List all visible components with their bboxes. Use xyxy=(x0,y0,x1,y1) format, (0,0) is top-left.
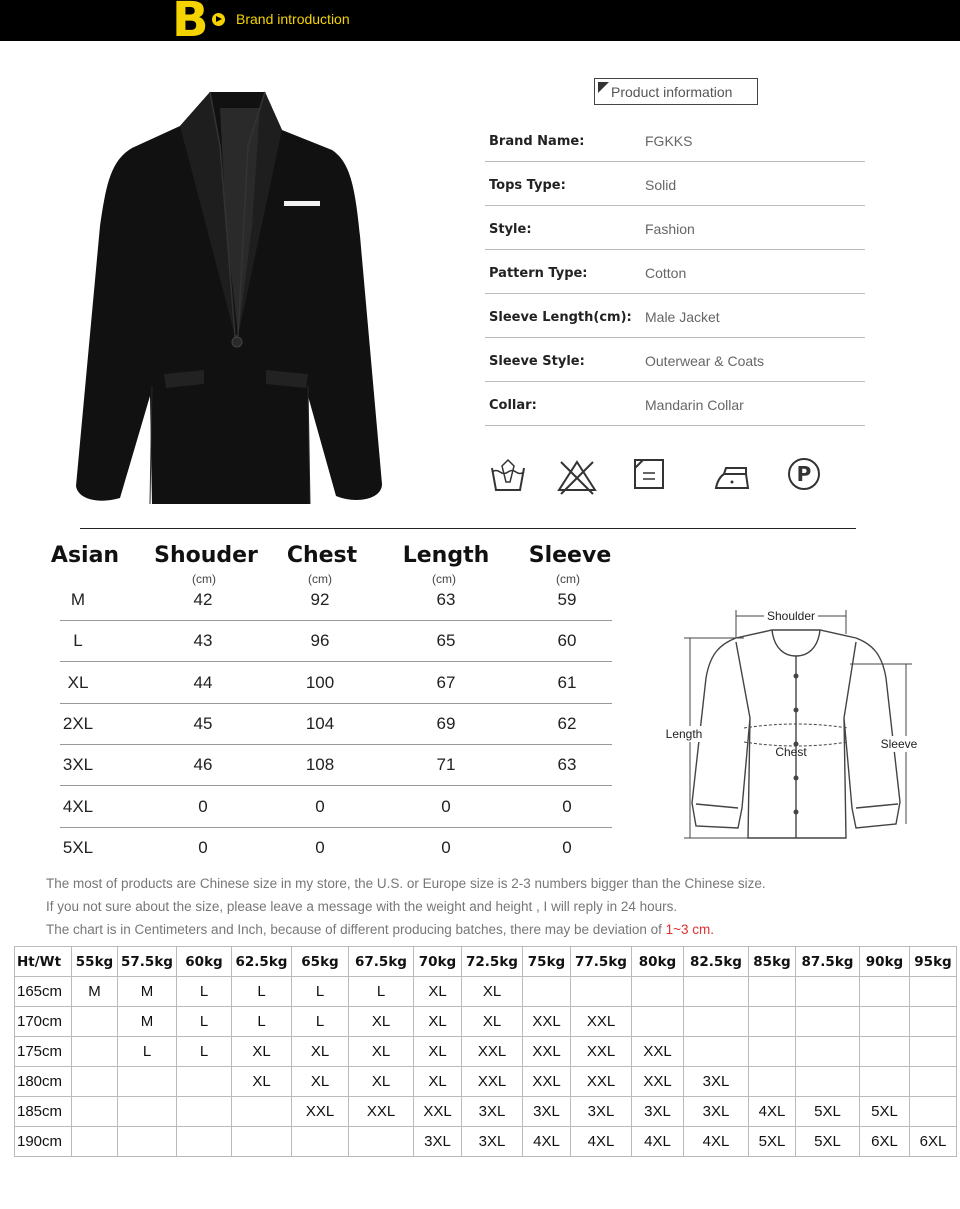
table-header-cell: 67.5kg xyxy=(349,947,414,977)
table-cell xyxy=(292,1127,349,1157)
brand-letter: B xyxy=(172,0,209,48)
size-cell: 3XL xyxy=(62,755,94,775)
product-info-key: Pattern Type: xyxy=(489,266,588,281)
table-cell xyxy=(177,1127,232,1157)
note-line-1: The most of products are Chinese size in my store, the U.S. or Europe size is 2-3 numbers bigger than the Chinese size. xyxy=(46,876,766,891)
table-cell: L xyxy=(177,977,232,1007)
table-cell: XL xyxy=(232,1037,292,1067)
table-cell xyxy=(749,1037,796,1067)
table-row xyxy=(15,1037,957,1067)
table-cell: L xyxy=(292,1007,349,1037)
table-cell: 4XL xyxy=(571,1127,632,1157)
diagram-sleeve-label: Sleeve xyxy=(880,737,918,751)
table-cell: XL xyxy=(414,1007,462,1037)
size-row xyxy=(60,621,612,662)
size-cell: XL xyxy=(67,672,89,692)
table-header-cell: 60kg xyxy=(177,947,232,977)
diagram-shoulder-label: Shoulder xyxy=(766,609,816,623)
svg-text:P: P xyxy=(796,462,812,486)
table-cell: XL xyxy=(349,1007,414,1037)
table-cell: 4XL xyxy=(749,1097,796,1127)
table-cell: XXL xyxy=(349,1097,414,1127)
table-cell: L xyxy=(118,1037,177,1067)
size-header: Length xyxy=(402,543,490,568)
size-cell: 62 xyxy=(557,713,577,733)
deviation-highlight: 1~3 cm. xyxy=(665,922,715,937)
size-cell: L xyxy=(73,631,83,651)
table-header-cell: 57.5kg xyxy=(118,947,177,977)
size-cell: 60 xyxy=(557,631,577,651)
size-cell: 4XL xyxy=(62,796,94,816)
table-cell xyxy=(749,1007,796,1037)
table-cell: 175cm xyxy=(15,1037,72,1067)
product-info-row xyxy=(485,382,865,426)
table-cell: XL xyxy=(414,977,462,1007)
table-cell: 180cm xyxy=(15,1067,72,1097)
table-cell: 4XL xyxy=(684,1127,749,1157)
table-cell: XL xyxy=(349,1067,414,1097)
size-cell: 104 xyxy=(305,713,335,733)
size-cell: 43 xyxy=(193,631,213,651)
table-cell: XXL xyxy=(632,1037,684,1067)
size-cell: 0 xyxy=(441,796,451,816)
table-cell xyxy=(749,1067,796,1097)
product-info-value: Male Jacket xyxy=(645,309,720,325)
table-cell: 3XL xyxy=(571,1097,632,1127)
table-cell: 5XL xyxy=(860,1097,910,1127)
size-cell: 45 xyxy=(193,713,213,733)
size-row xyxy=(60,787,612,828)
table-cell: 4XL xyxy=(632,1127,684,1157)
size-cell: 92 xyxy=(310,590,330,609)
table-cell xyxy=(349,1127,414,1157)
hand-wash-icon xyxy=(488,456,528,496)
table-header-cell: 72.5kg xyxy=(462,947,523,977)
table-cell xyxy=(177,1067,232,1097)
table-header-cell: 62.5kg xyxy=(232,947,292,977)
table-cell: L xyxy=(292,977,349,1007)
product-info-badge xyxy=(594,78,758,105)
size-cell: 42 xyxy=(193,590,213,609)
table-cell xyxy=(796,1037,860,1067)
table-header-cell: 90kg xyxy=(860,947,910,977)
table-cell xyxy=(571,977,632,1007)
note-line-3 xyxy=(46,922,714,937)
size-cell: 5XL xyxy=(62,837,94,857)
table-cell: XXL xyxy=(571,1037,632,1067)
table-cell: M xyxy=(118,977,177,1007)
table-cell: XXL xyxy=(523,1067,571,1097)
product-info-row xyxy=(485,118,865,162)
table-header-cell: 85kg xyxy=(749,947,796,977)
product-info-value: FGKKS xyxy=(645,133,693,149)
table-cell xyxy=(796,1067,860,1097)
size-cell: 0 xyxy=(441,837,451,857)
product-info-key: Sleeve Length(cm): xyxy=(489,310,632,325)
size-cell: 63 xyxy=(436,590,456,609)
table-header-cell: 82.5kg xyxy=(684,947,749,977)
size-header: Sleeve xyxy=(528,543,612,568)
size-cell: 0 xyxy=(562,837,572,857)
product-info-row xyxy=(485,338,865,382)
section-divider xyxy=(80,528,856,529)
table-row xyxy=(15,1067,957,1097)
size-row xyxy=(60,828,612,869)
product-info-value: Outerwear & Coats xyxy=(645,353,765,369)
table-cell: XL xyxy=(414,1067,462,1097)
table-header-cell: 70kg xyxy=(414,947,462,977)
table-cell: XXL xyxy=(523,1037,571,1067)
table-cell: XL xyxy=(462,1007,523,1037)
size-cell: 63 xyxy=(557,755,577,775)
table-cell: 3XL xyxy=(632,1097,684,1127)
measurement-diagram xyxy=(660,598,922,848)
diagram-chest-label: Chest xyxy=(775,745,807,759)
table-cell: 6XL xyxy=(860,1127,910,1157)
table-header-cell: 77.5kg xyxy=(571,947,632,977)
no-bleach-icon xyxy=(555,456,599,496)
size-unit: (cm) xyxy=(432,572,456,586)
table-header-row xyxy=(15,947,957,977)
product-info-value: Cotton xyxy=(645,265,687,281)
table-cell xyxy=(796,1007,860,1037)
table-cell: 3XL xyxy=(414,1127,462,1157)
iron-icon xyxy=(712,456,752,496)
table-cell: XL xyxy=(292,1037,349,1067)
brand-title: Brand introduction xyxy=(236,11,350,27)
table-cell: 3XL xyxy=(462,1097,523,1127)
table-header-cell: 55kg xyxy=(72,947,118,977)
table-cell: XL xyxy=(232,1067,292,1097)
table-row xyxy=(15,977,957,1007)
note-line-2: If you not sure about the size, please leave a message with the weight and height , I will reply in 24 hours. xyxy=(46,899,678,914)
table-cell xyxy=(910,1037,957,1067)
table-row xyxy=(15,1127,957,1157)
table-cell: 4XL xyxy=(523,1127,571,1157)
size-cell: 61 xyxy=(557,672,577,692)
tumble-dry-icon xyxy=(632,456,666,496)
table-cell: 5XL xyxy=(796,1097,860,1127)
size-cell: 44 xyxy=(193,672,213,692)
table-cell: L xyxy=(177,1007,232,1037)
table-header-cell: 87.5kg xyxy=(796,947,860,977)
table-cell: XL xyxy=(414,1037,462,1067)
size-header: Chest xyxy=(286,543,358,568)
table-header-cell: Ht/Wt xyxy=(15,947,72,977)
size-row xyxy=(60,745,612,786)
table-cell xyxy=(72,1097,118,1127)
product-info-row xyxy=(485,162,865,206)
size-row xyxy=(60,580,612,621)
product-info-row xyxy=(485,294,865,338)
size-cell: 65 xyxy=(436,631,456,651)
table-header-cell: 95kg xyxy=(910,947,957,977)
table-cell xyxy=(684,1007,749,1037)
table-cell xyxy=(118,1097,177,1127)
size-cell: 2XL xyxy=(62,713,94,733)
table-cell: 165cm xyxy=(15,977,72,1007)
size-header: Asian xyxy=(50,543,120,568)
table-cell xyxy=(910,1097,957,1127)
table-cell: XL xyxy=(349,1037,414,1067)
product-info-table xyxy=(485,118,865,426)
size-cell: 71 xyxy=(436,755,456,775)
table-cell xyxy=(632,977,684,1007)
table-cell: 190cm xyxy=(15,1127,72,1157)
table-cell: 5XL xyxy=(749,1127,796,1157)
size-cell: 0 xyxy=(198,796,208,816)
table-cell: XXL xyxy=(414,1097,462,1127)
table-cell: XL xyxy=(462,977,523,1007)
table-cell xyxy=(523,977,571,1007)
product-info-row xyxy=(485,250,865,294)
table-cell: L xyxy=(232,977,292,1007)
height-weight-table xyxy=(14,946,957,1157)
size-header: Shouder xyxy=(154,543,258,568)
table-cell: XXL xyxy=(632,1067,684,1097)
table-cell xyxy=(118,1067,177,1097)
table-cell xyxy=(72,1067,118,1097)
table-cell xyxy=(632,1007,684,1037)
table-cell: L xyxy=(349,977,414,1007)
table-cell xyxy=(177,1097,232,1127)
table-cell xyxy=(910,1067,957,1097)
size-cell: 69 xyxy=(436,713,456,733)
size-cell: M xyxy=(70,590,86,609)
size-row xyxy=(60,704,612,745)
table-cell: 3XL xyxy=(684,1097,749,1127)
table-cell: L xyxy=(232,1007,292,1037)
size-unit: (cm) xyxy=(308,572,332,586)
dry-clean-p-icon xyxy=(786,456,822,496)
table-cell: XL xyxy=(292,1067,349,1097)
table-cell: XXL xyxy=(462,1067,523,1097)
table-cell xyxy=(860,1037,910,1067)
table-cell: 185cm xyxy=(15,1097,72,1127)
product-info-value: Fashion xyxy=(645,221,695,237)
table-cell xyxy=(232,1127,292,1157)
table-row xyxy=(15,1097,957,1127)
size-cell: 0 xyxy=(315,837,325,857)
brand-header xyxy=(0,0,960,48)
table-header-cell: 75kg xyxy=(523,947,571,977)
table-cell xyxy=(72,1037,118,1067)
table-row xyxy=(15,1007,957,1037)
table-cell: L xyxy=(177,1037,232,1067)
table-cell xyxy=(72,1127,118,1157)
table-cell: 3XL xyxy=(523,1097,571,1127)
table-cell: XXL xyxy=(571,1067,632,1097)
size-unit: (cm) xyxy=(556,572,580,586)
table-cell: 170cm xyxy=(15,1007,72,1037)
size-cell: 67 xyxy=(436,672,456,692)
product-info-value: Solid xyxy=(645,177,677,193)
size-cell: 108 xyxy=(305,755,335,775)
table-cell: XXL xyxy=(462,1037,523,1067)
product-info-value: Mandarin Collar xyxy=(645,397,744,413)
corner-triangle-icon xyxy=(598,82,609,93)
table-cell: 3XL xyxy=(462,1127,523,1157)
product-info-row xyxy=(485,206,865,250)
size-unit: (cm) xyxy=(192,572,216,586)
product-info-key: Tops Type: xyxy=(489,178,566,193)
size-cell: 0 xyxy=(198,837,208,857)
table-header-cell: 80kg xyxy=(632,947,684,977)
table-cell xyxy=(910,1007,957,1037)
size-cell: 59 xyxy=(557,590,577,609)
table-cell xyxy=(910,977,957,1007)
table-cell xyxy=(860,1067,910,1097)
product-info-key: Style: xyxy=(489,222,532,237)
product-info-label: Product information xyxy=(611,84,733,100)
table-cell xyxy=(860,1007,910,1037)
product-info-key: Collar: xyxy=(489,398,537,413)
note-line-3-text: The chart is in Centimeters and Inch, because of different producing batches, there may be deviation of xyxy=(46,922,666,937)
table-cell xyxy=(118,1127,177,1157)
diagram-length-label: Length xyxy=(665,727,703,741)
table-cell xyxy=(684,1037,749,1067)
table-cell xyxy=(860,977,910,1007)
table-cell: 5XL xyxy=(796,1127,860,1157)
table-header-cell: 65kg xyxy=(292,947,349,977)
size-cell: 0 xyxy=(562,796,572,816)
play-icon xyxy=(212,13,225,26)
table-cell xyxy=(232,1097,292,1127)
product-info-key: Brand Name: xyxy=(489,134,585,149)
table-cell: 6XL xyxy=(910,1127,957,1157)
table-cell: XXL xyxy=(292,1097,349,1127)
jacket-image xyxy=(70,86,390,510)
table-cell: M xyxy=(118,1007,177,1037)
table-cell: 3XL xyxy=(684,1067,749,1097)
product-info-key: Sleeve Style: xyxy=(489,354,585,369)
table-cell xyxy=(796,977,860,1007)
size-cell: 46 xyxy=(193,755,213,775)
size-cell: 96 xyxy=(310,631,330,651)
table-cell xyxy=(72,1007,118,1037)
size-cell: 100 xyxy=(305,672,335,692)
table-cell xyxy=(684,977,749,1007)
table-cell xyxy=(749,977,796,1007)
size-row xyxy=(60,663,612,704)
table-cell: M xyxy=(72,977,118,1007)
size-cell: 0 xyxy=(315,796,325,816)
table-cell: XXL xyxy=(523,1007,571,1037)
table-cell: XXL xyxy=(571,1007,632,1037)
